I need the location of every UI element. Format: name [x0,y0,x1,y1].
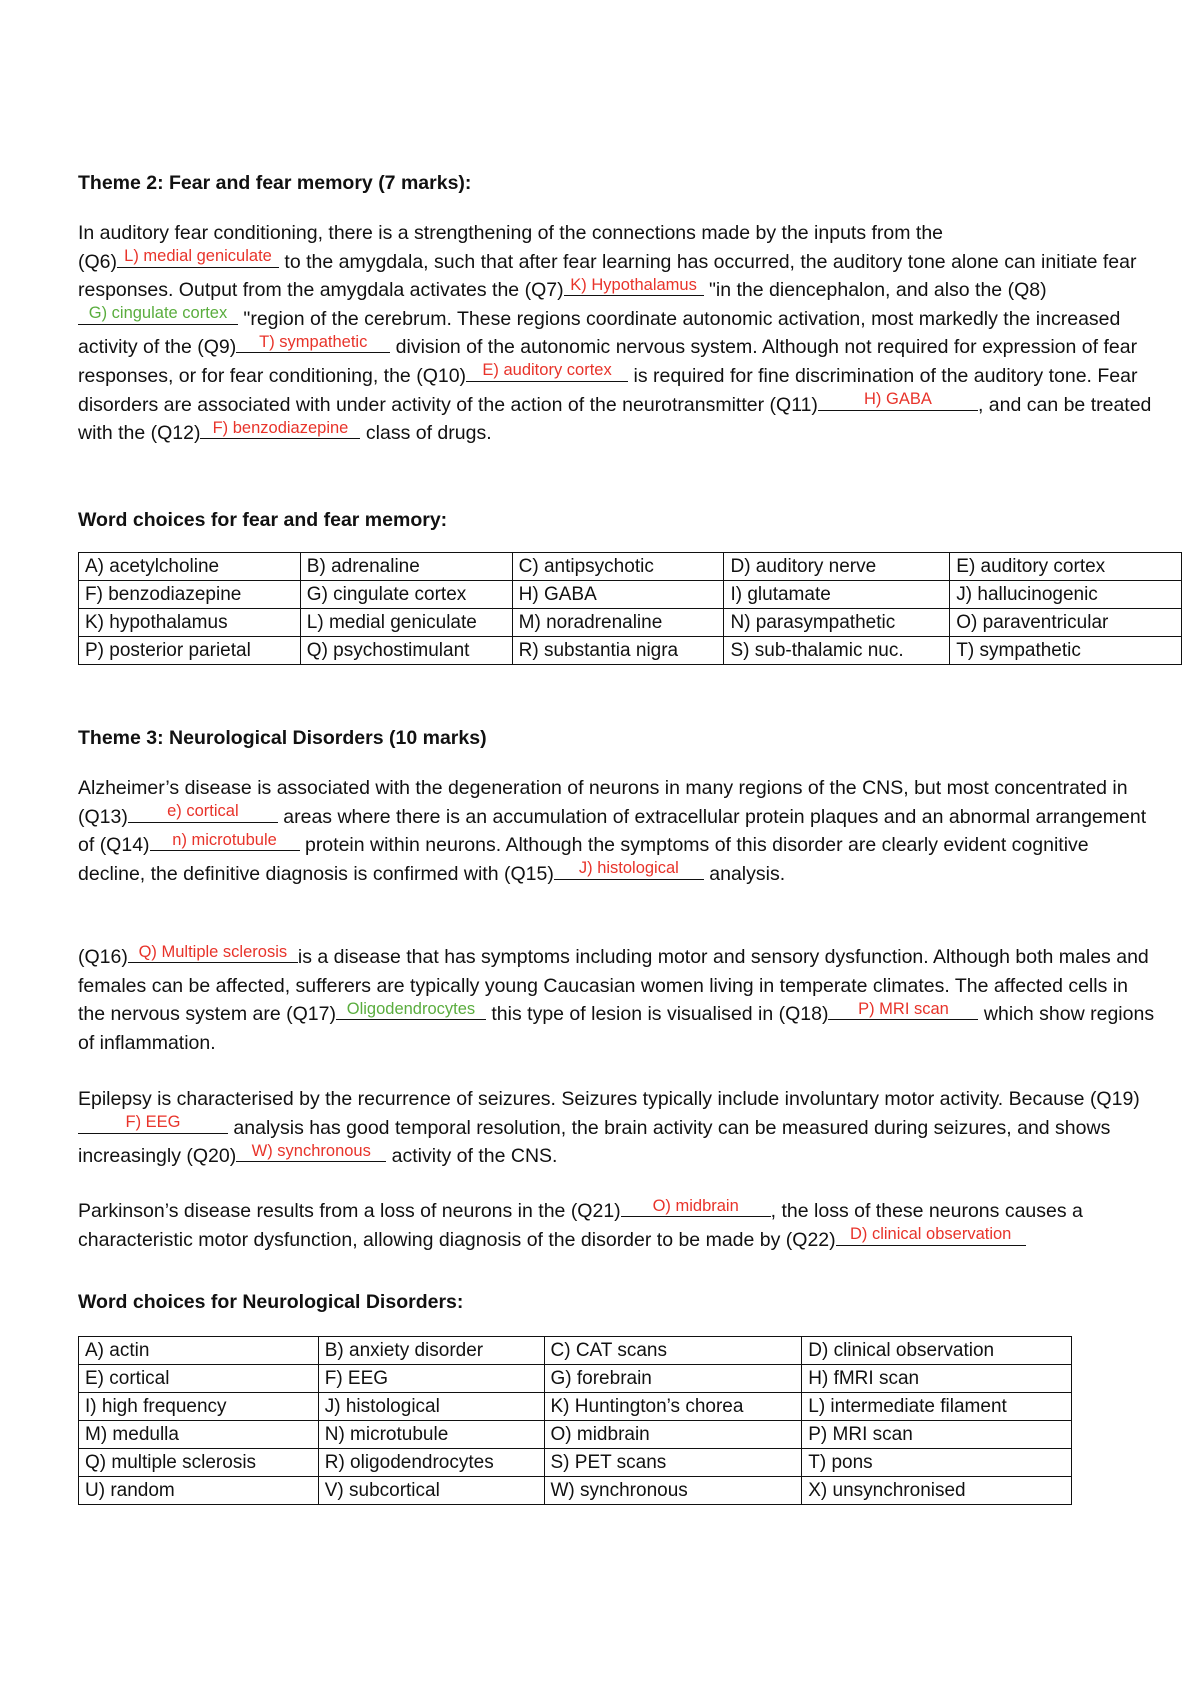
answer-blank-q20[interactable] [236,1141,386,1162]
answer-blank-q12[interactable] [200,418,360,439]
question-label-q8: (Q8) [1007,279,1047,302]
answer-q15: J) histological [578,859,679,878]
theme2-word-choices-heading: Word choices for fear and fear memory: [78,509,448,531]
word-choice-cell: A) acetylcholine [79,553,301,581]
table-row [79,553,1182,581]
text: analysis. [709,862,786,885]
table-row [79,1337,1072,1365]
word-choice-cell: R) oligodendrocytes [318,1449,544,1477]
question-label-q13: (Q13) [78,805,128,828]
theme2-paragraph [78,219,1158,448]
question-label-q18: (Q18) [778,1003,829,1026]
word-choice-cell: T) sympathetic [950,637,1182,665]
text: protein within neurons. Although the symptoms of this disorder are clearly evident cognitive decline, the definitive diagnosis is confirmed with [78,834,1089,885]
answer-q17: Oligodendrocytes [346,999,476,1018]
text: analysis has good temporal resolution, the brain activity can be measured during seizures, and shows increasingly [78,1116,1111,1168]
word-choice-cell: X) unsynchronised [802,1477,1072,1505]
answer-q18: P) MRI scan [858,999,949,1018]
parkinsons-paragraph [78,1197,1158,1254]
answer-blank-q19[interactable] [78,1113,228,1134]
word-choice-cell: M) medulla [79,1421,319,1449]
theme3-heading: Theme 3: Neurological Disorders (10 marks) [78,727,487,749]
word-choice-cell: E) auditory cortex [950,553,1182,581]
answer-blank-q14[interactable] [150,830,300,851]
question-label-q12: (Q12) [150,422,201,445]
question-label-q17: (Q17) [286,1003,336,1026]
table-row [79,1421,1072,1449]
word-choice-cell: J) hallucinogenic [950,581,1182,609]
answer-q10: E) auditory cortex [482,361,612,380]
word-choice-cell: Q) multiple sclerosis [79,1449,319,1477]
word-choice-cell: D) clinical observation [802,1337,1072,1365]
word-choice-cell: G) cingulate cortex [300,581,512,609]
word-choice-cell: A) actin [79,1337,319,1365]
answer-blank-q11[interactable] [818,390,978,411]
answer-blank-q16[interactable] [128,942,298,963]
question-label-q22: (Q22) [785,1228,836,1251]
question-label-q9: (Q9) [197,336,237,359]
question-label-q15: (Q15) [503,862,554,885]
answer-blank-q7[interactable] [564,275,704,296]
answer-blank-q22[interactable] [836,1225,1026,1246]
answer-q16: Q) Multiple sclerosis [138,942,288,961]
answer-blank-q21[interactable] [621,1196,771,1217]
multiple-sclerosis-paragraph [78,943,1158,1057]
word-choice-cell: W) synchronous [544,1477,802,1505]
text: Epilepsy is characterised by the recurrence of seizures. Seizures typically include involuntary motor activity. Because [78,1088,1085,1110]
theme3-word-choices-table [78,1336,1072,1505]
answer-q21: O) midbrain [652,1196,739,1215]
text: , the loss of these neurons causes a characteristic motor dysfunction, allowing diagnosis of the disorder to be made by [78,1200,1083,1251]
word-choice-cell: B) anxiety disorder [318,1337,544,1365]
word-choice-cell: E) cortical [79,1365,319,1393]
answer-blank-q10[interactable] [466,361,628,382]
text: activity of the CNS. [391,1145,558,1168]
theme2-heading: Theme 2: Fear and fear memory (7 marks): [78,172,472,194]
word-choice-cell: R) substantia nigra [512,637,724,665]
word-choice-cell: Q) psychostimulant [300,637,512,665]
text: In auditory fear conditioning, there is a strengthening of the connections made by the inputs from the [78,222,944,244]
word-choice-cell: M) noradrenaline [512,609,724,637]
text: this type of lesion is visualised in [491,1003,774,1026]
answer-blank-q18[interactable] [828,999,978,1020]
word-choice-cell: I) glutamate [724,581,950,609]
answer-blank-q13[interactable] [128,802,278,823]
table-row [79,1393,1072,1421]
theme3-word-choices-heading: Word choices for Neurological Disorders: [78,1291,464,1313]
question-label-q16: (Q16) [78,946,128,968]
word-choice-cell: N) parasympathetic [724,609,950,637]
answer-q11: H) GABA [864,390,932,409]
answer-q14: n) microtubule [172,830,277,849]
text: "in the diencephalon, and also the [709,279,1003,302]
text: is required for fine discrimination of the auditory tone. Fear disorders are associated with under activity of the action of the neurotransmitter [78,364,1138,416]
word-choice-cell: O) paraventricular [950,609,1182,637]
table-row [79,1365,1072,1393]
word-choice-cell: S) sub-thalamic nuc. [724,637,950,665]
word-choice-cell: D) auditory nerve [724,553,950,581]
table-row [79,609,1182,637]
word-choice-cell: B) adrenaline [300,553,512,581]
answer-q7: K) Hypothalamus [570,275,697,294]
epilepsy-paragraph [78,1085,1158,1171]
text: is a disease that has symptoms including motor and sensory dysfunction. Although both males and females can be affected, sufferers are typically young Caucasian women living in temperate climates. The affected cells in the nervous system are [78,946,1149,1026]
word-choice-cell: K) Huntington’s chorea [544,1393,802,1421]
answer-q19: F) EEG [125,1113,181,1132]
word-choice-cell: P) MRI scan [802,1421,1072,1449]
word-choice-cell: U) random [79,1477,319,1505]
word-choice-cell: F) benzodiazepine [79,581,301,609]
table-row [79,637,1182,665]
text: to the amygdala, such that after fear learning has occurred, the auditory tone alone can initiate fear responses. Output from the amygdala activates the [78,250,1137,302]
table-row [79,1477,1072,1505]
word-choice-cell: I) high frequency [79,1393,319,1421]
question-label-q14: (Q14) [99,834,150,857]
question-label-q11: (Q11) [769,393,818,416]
word-choice-cell: T) pons [802,1449,1072,1477]
answer-q8: G) cingulate cortex [88,304,228,323]
word-choice-cell: C) antipsychotic [512,553,724,581]
question-label-q7: (Q7) [524,279,564,302]
table-row [79,1449,1072,1477]
text: Parkinson’s disease results from a loss of neurons in the [78,1200,566,1222]
word-choice-cell: V) subcortical [318,1477,544,1505]
text: division of the autonomic nervous system. Although not required for expression of fear responses, or for fear conditioning, the [78,336,1138,387]
theme2-word-choices-table [78,552,1182,665]
word-choice-cell: L) intermediate filament [802,1393,1072,1421]
word-choice-cell: P) posterior parietal [79,637,301,665]
answer-blank-q8[interactable] [78,304,238,325]
word-choice-cell: C) CAT scans [544,1337,802,1365]
answer-blank-q9[interactable] [236,332,390,353]
word-choice-cell: O) midbrain [544,1421,802,1449]
word-choice-cell: H) fMRI scan [802,1365,1072,1393]
text: which show regions of inflammation. [78,1003,1155,1054]
question-label-q6: (Q6) [78,250,117,273]
text: areas where there is an accumulation of extracellular protein plaques and an abnormal arrangement of [78,805,1147,857]
text: class of drugs. [365,422,492,445]
question-label-q19: (Q19) [1089,1088,1140,1110]
alzheimers-paragraph [78,774,1158,888]
question-label-q20: (Q20) [186,1145,237,1168]
answer-blank-q17[interactable] [336,999,486,1020]
table-row [79,581,1182,609]
text: "region of the cerebrum. These regions coordinate autonomic activation, most markedly the increased activity of the [78,307,1121,359]
word-choice-cell: S) PET scans [544,1449,802,1477]
answer-q13: e) cortical [167,802,239,821]
answer-q20: W) synchronous [251,1141,371,1160]
question-label-q21: (Q21) [570,1200,621,1222]
answer-q6: L) medial geniculate [124,247,272,266]
word-choice-cell: H) GABA [512,581,724,609]
question-label-q10: (Q10) [416,364,467,387]
word-choice-cell: J) histological [318,1393,544,1421]
text: Alzheimer’s disease is associated with the degeneration of neurons in many regions of the CNS, but most concentrated in [78,777,1128,799]
answer-blank-q15[interactable] [554,859,704,880]
word-choice-cell: G) forebrain [544,1365,802,1393]
answer-q12: F) benzodiazepine [212,418,349,437]
answer-q9: T) sympathetic [259,332,368,351]
answer-blank-q6[interactable] [117,247,279,268]
word-choice-cell: F) EEG [318,1365,544,1393]
word-choice-cell: N) microtubule [318,1421,544,1449]
word-choice-cell: L) medial geniculate [300,609,512,637]
answer-q22: D) clinical observation [849,1225,1012,1244]
word-choice-cell: K) hypothalamus [79,609,301,637]
text: , and can be treated with the [78,393,1152,445]
